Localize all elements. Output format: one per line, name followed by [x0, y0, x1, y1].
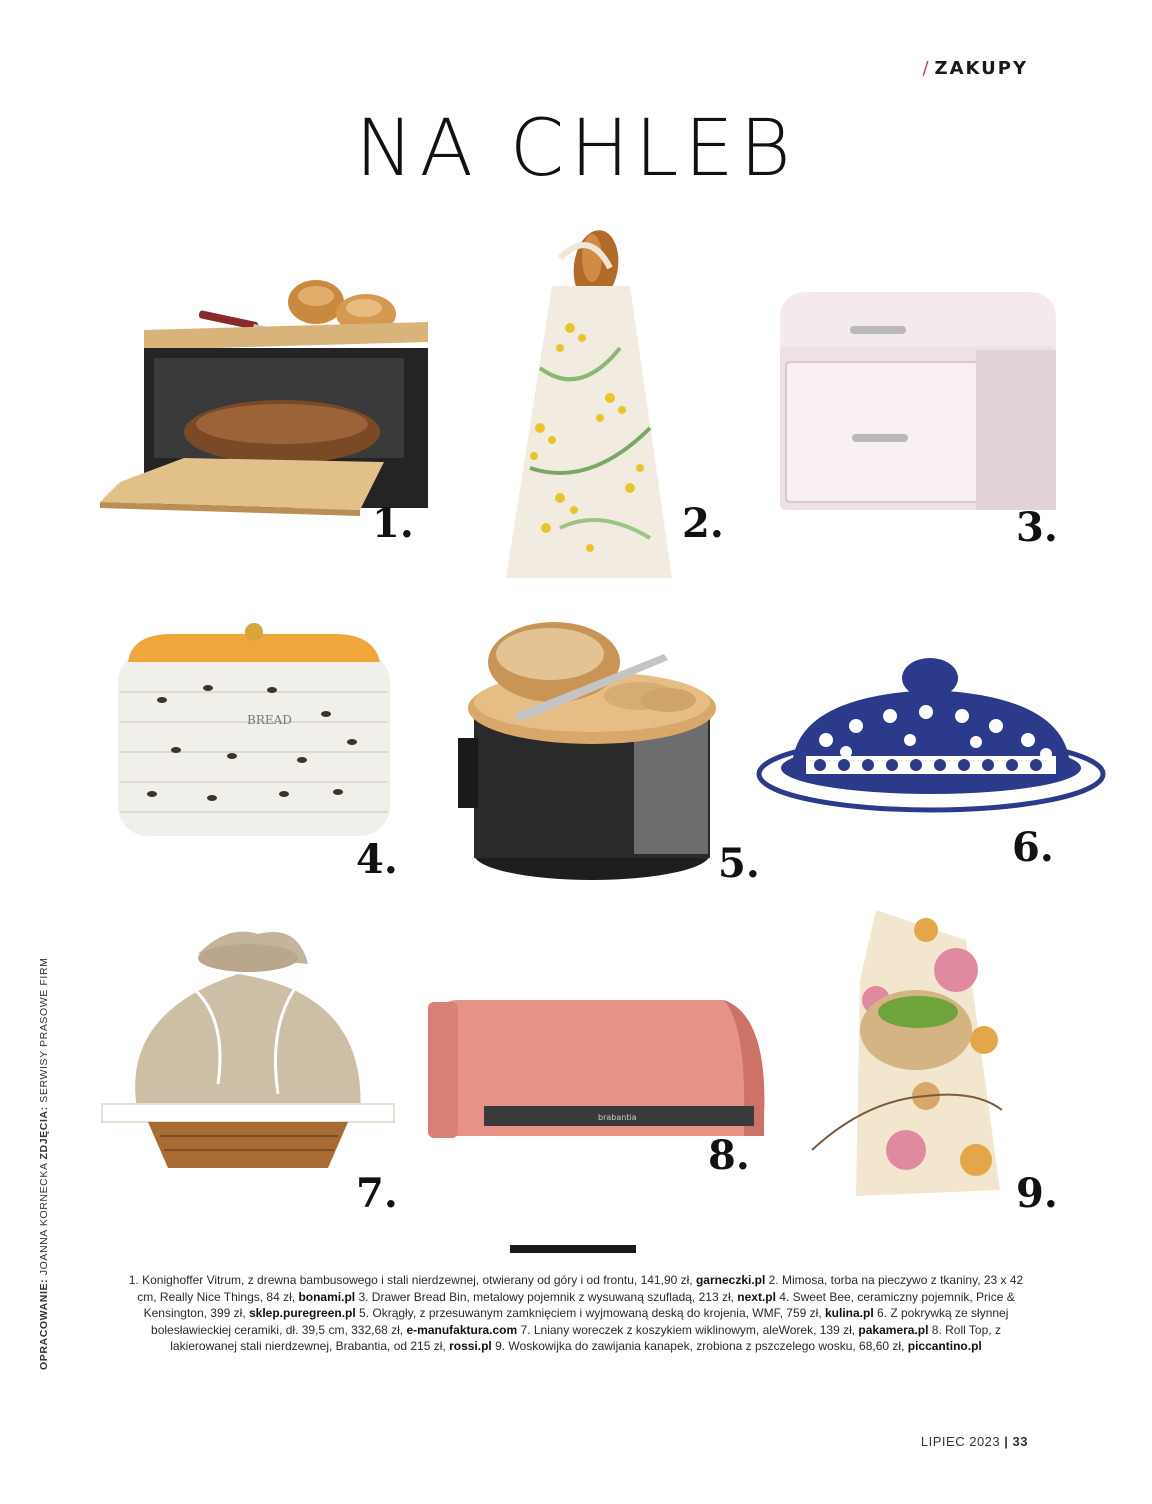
- page-number: 33: [1012, 1434, 1028, 1449]
- caption-item-8: 8. Roll Top, z lakierowanej stali nierdzewnej, Brabantia, od 215 zł,: [170, 1322, 1001, 1353]
- caption-shop-9[interactable]: piccantino.pl: [907, 1339, 982, 1353]
- brand-label: brabantia: [598, 1113, 637, 1122]
- credit-author-label: OPRACOWANIE:: [38, 1278, 50, 1370]
- caption-item-5: 5. Okrągły, z przesuwanym zamknięciem i wyjmowaną deską do krojenia, WMF, 759 zł,: [355, 1306, 825, 1320]
- section-label: ZAKUPY: [934, 58, 1028, 79]
- caption-shop-3[interactable]: next.pl: [737, 1289, 776, 1304]
- caption-shop-4[interactable]: sklep.puregreen.pl: [249, 1306, 356, 1320]
- section-slash: /: [922, 58, 931, 79]
- section-tag: [922, 58, 1028, 79]
- item-number-2: 2.: [682, 500, 724, 547]
- page-title: NA CHLEB: [355, 104, 797, 194]
- caption-shop-6[interactable]: e-manufaktura.com: [406, 1322, 518, 1337]
- page-footer: [921, 1434, 1028, 1449]
- item-number-1: 1.: [372, 500, 414, 547]
- product-image-7: [98, 924, 398, 1174]
- item-number-3: 3.: [1016, 504, 1058, 551]
- issue-date: LIPIEC 2023: [920, 1434, 1001, 1449]
- product-image-9: [806, 900, 1004, 1200]
- caption-shop-5[interactable]: kulina.pl: [824, 1306, 874, 1320]
- caption-item-2: 2. Mimosa, torba na pieczywo z tkaniny, 23 x 42 cm, Really Nice Things, 84 zł,: [137, 1273, 1024, 1304]
- caption-shop-2[interactable]: bonami.pl: [298, 1289, 356, 1304]
- item-number-8: 8.: [708, 1132, 750, 1179]
- caption-item-4: 4. Sweet Bee, ceramiczny pojemnik, Price & Kensington, 399 zł,: [143, 1289, 1015, 1320]
- item-number-5: 5.: [718, 840, 760, 887]
- product-image-1: [94, 272, 434, 522]
- credit-photo-label: ZDJĘCIA:: [38, 1106, 50, 1160]
- product-image-5: [454, 618, 720, 884]
- footer-separator: |: [1004, 1434, 1009, 1449]
- caption-shop-7[interactable]: pakamera.pl: [858, 1322, 929, 1337]
- caption-item-6: 6. Z pokrywką ze słynnej bolesławieckiej ceramiki, dł. 39,5 cm, 332,68 zł,: [151, 1306, 1009, 1337]
- caption-item-7: 7. Lniany woreczek z koszykiem wiklinowym, aleWorek, 139 zł,: [517, 1322, 859, 1337]
- item-number-9: 9.: [1016, 1170, 1058, 1217]
- product-image-6: [756, 656, 1106, 816]
- product-image-3: [776, 290, 1060, 516]
- caption: [120, 1272, 1032, 1355]
- credit-author: JOANNA KORNECKA: [38, 1159, 50, 1279]
- item-number-6: 6.: [1012, 824, 1054, 871]
- credits: [38, 958, 50, 1370]
- product-image-8: [424, 996, 768, 1144]
- credit-photo: SERWISY PRASOWE FIRM: [38, 957, 50, 1107]
- caption-item-9: 9. Woskowijka do zawijania kanapek, zrobiona z pszczelego wosku, 68,60 zł,: [491, 1339, 908, 1353]
- caption-item-1: 1. Konighoffer Vitrum, z drewna bambusowego i stali nierdzewnej, otwierany od góry i od frontu, 141,90 zł,: [128, 1273, 696, 1287]
- caption-divider: [510, 1245, 636, 1253]
- caption-item-3: 3. Drawer Bread Bin, metalowy pojemnik z wysuwaną szufladą, 213 zł,: [355, 1289, 738, 1304]
- bread-label: BREAD: [247, 713, 292, 727]
- item-number-7: 7.: [356, 1170, 398, 1217]
- caption-shop-8[interactable]: rossi.pl: [449, 1339, 492, 1353]
- item-number-4: 4.: [356, 836, 398, 883]
- product-image-4: [112, 622, 394, 840]
- product-image-2: [500, 228, 680, 580]
- caption-shop-1[interactable]: garneczki.pl: [695, 1273, 766, 1287]
